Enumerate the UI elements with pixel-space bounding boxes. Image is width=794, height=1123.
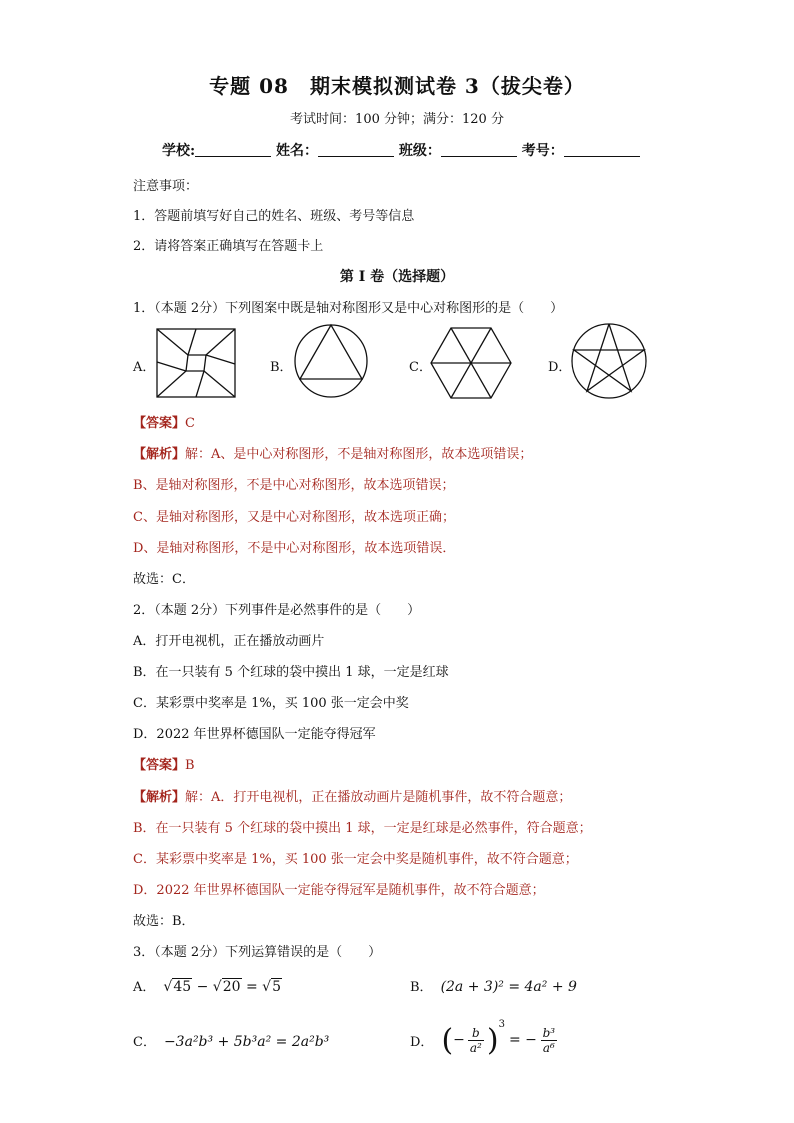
q1-figure-c-hexagon <box>430 327 512 399</box>
q3-option-c-label: C． <box>133 1035 156 1050</box>
q3-stem: 3．（本题 2分）下列运算错误的是（ ） <box>133 945 382 960</box>
q2-option-b: B．在一只装有 5 个红球的袋中摸出 1 球，一定是红球 <box>133 665 449 680</box>
note-item-2: 2．请将答案正确填写在答题卡上 <box>133 239 324 254</box>
class-label: 班级： <box>398 143 441 159</box>
q1-analysis-text-1: 解：A、是中心对称图形，不是轴对称图形，故本选项错误； <box>185 447 533 462</box>
q3-option-d: D． ( − $\frac{b}{\text{a²}}$ ) $^3$ = − $\frac{\text{b³}}{\text{a⁶}}$ <box>410 1019 556 1058</box>
q2-option-a: A．打开电视机，正在播放动画片 <box>133 634 325 649</box>
q3-d-result-numerator: b³ <box>542 1025 556 1040</box>
q1-analysis-tag: 【解析】 <box>133 447 186 462</box>
q3-d-result-denominator: a⁶ <box>542 1040 555 1055</box>
q1-stem: 1．（本题 2分）下列图案中既是轴对称图形又是中心对称图形的是（ ） <box>133 301 564 316</box>
q1-option-d-label: D． <box>548 360 572 375</box>
q2-analysis-3: C．某彩票中奖率是 1%，买 100 张一定会中奖是随机事件，故不符合题意； <box>133 852 578 867</box>
page-title: 专题 08 期末模拟测试卷 3（拔尖卷） <box>209 74 585 98</box>
q2-conclusion: 故选：B． <box>133 914 195 929</box>
q1-figure-d-circle-star <box>570 322 648 400</box>
q3-d-denominator: a² <box>469 1040 482 1055</box>
q2-option-d: D．2022 年世界杯德国队一定能夺得冠军 <box>133 727 376 742</box>
q3-option-c <box>133 1031 329 1050</box>
q1-analysis-1 <box>133 443 532 462</box>
q2-answer-tag: 【答案】 <box>133 758 186 773</box>
q1-option-b-label: B． <box>270 360 293 375</box>
exam-no-field[interactable] <box>564 142 640 157</box>
exam-no-label: 考号： <box>521 143 564 159</box>
q3-option-d-label: D． <box>410 1034 434 1050</box>
q1-figure-b-circle-triangle <box>293 323 369 399</box>
q1-answer-tag: 【答案】 <box>133 416 186 431</box>
q3-option-b-expr: (2a + 3)² = 4a² + 9 <box>440 979 577 995</box>
q3-option-c-expr: −3a²b³ + 5b³a² = 2a²b³ <box>163 1034 330 1050</box>
q1-answer <box>133 412 195 431</box>
class-field[interactable] <box>441 142 517 157</box>
q1-analysis-2: B、是轴对称图形，不是中心对称图形，故本选项错误； <box>133 478 455 493</box>
q2-stem: 2．（本题 2分）下列事件是必然事件的是（ ） <box>133 603 421 618</box>
school-label: 学校: <box>162 143 196 159</box>
q2-analysis-tag: 【解析】 <box>133 790 186 805</box>
q1-option-a-label: A． <box>133 360 156 375</box>
notes-heading: 注意事项： <box>133 179 199 194</box>
q3-a-radicand-2: 20 <box>222 979 241 995</box>
q1-figure-a-square-pinwheel <box>156 328 236 398</box>
name-field[interactable] <box>318 142 394 157</box>
q2-analysis-1 <box>133 786 571 805</box>
q2-answer <box>133 754 195 773</box>
q1-analysis-3: C、是轴对称图形，又是中心对称图形，故本选项正确； <box>133 510 455 525</box>
name-label: 姓名： <box>276 143 319 159</box>
q1-answer-value: C <box>185 416 195 431</box>
q3-option-a-label: A． <box>133 980 156 995</box>
q2-option-c: C．某彩票中奖率是 1%，买 100 张一定会中奖 <box>133 696 409 711</box>
q1-conclusion: 故选：C． <box>133 572 195 587</box>
q1-option-c-label: C． <box>409 360 432 375</box>
q2-answer-value: B <box>185 758 195 773</box>
q3-option-b-label: B． <box>410 980 433 995</box>
exam-info: 考试时间：100 分钟；满分：120 分 <box>290 112 504 127</box>
q3-a-radicand-3: 5 <box>272 979 282 995</box>
q1-analysis-4: D、是轴对称图形，不是中心对称图形，故本选项错误． <box>133 541 456 556</box>
q2-analysis-4: D．2022 年世界杯德国队一定能夺得冠军是随机事件，故不符合题意； <box>133 883 545 898</box>
q2-analysis-text-1: 解：A．打开电视机，正在播放动画片是随机事件，故不符合题意； <box>185 790 572 805</box>
q3-option-b <box>410 976 577 995</box>
school-field[interactable] <box>195 142 271 157</box>
q3-option-a: A． √45 − √20 = √5 <box>133 979 282 995</box>
q3-a-radicand-1: 45 <box>173 979 192 995</box>
q3-d-exponent: 3 <box>498 1019 505 1030</box>
q2-analysis-2: B．在一只装有 5 个红球的袋中摸出 1 球，一定是红球是必然事件，符合题意； <box>133 821 592 836</box>
q3-d-numerator: b <box>472 1025 480 1040</box>
section-title: 第 I 卷（选择题） <box>339 269 455 285</box>
student-info-row <box>162 140 640 160</box>
note-item-1: 1．答题前填写好自己的姓名、班级、考号等信息 <box>133 209 415 224</box>
